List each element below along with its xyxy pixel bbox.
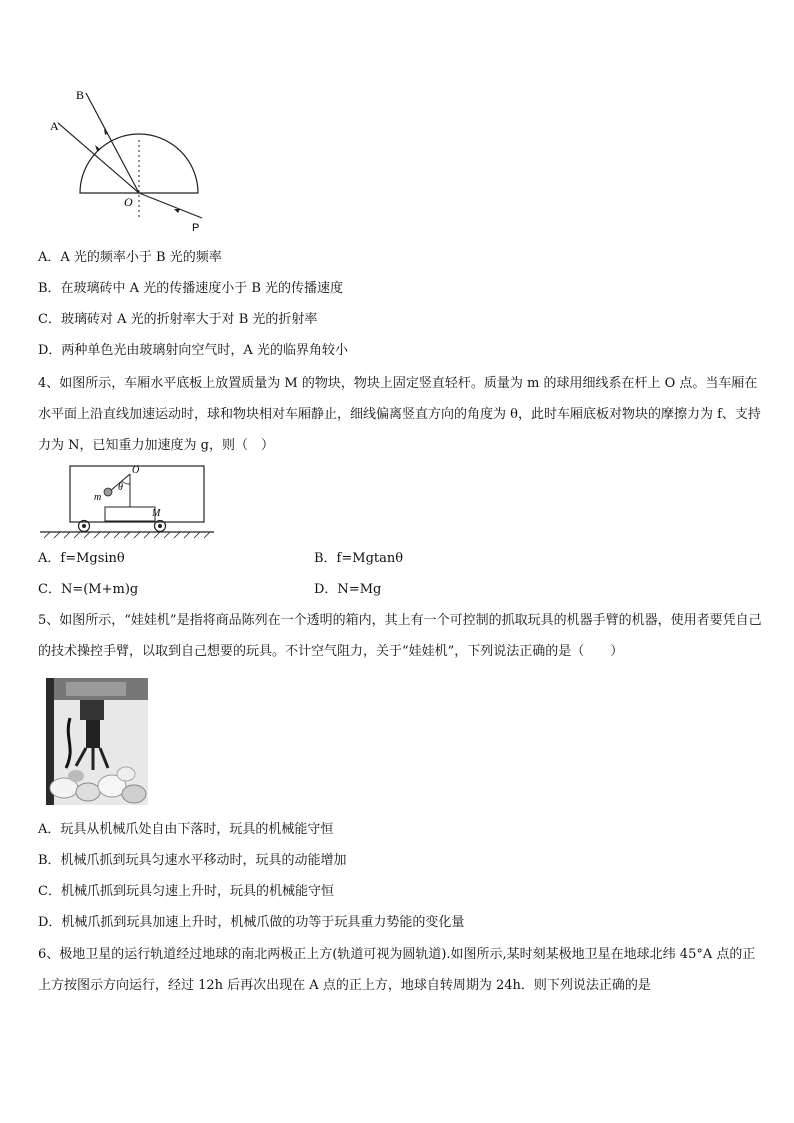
label-o: O — [124, 195, 133, 209]
train-car-figure — [40, 462, 220, 544]
label-o: O — [132, 465, 140, 476]
q5-text: 5、如图所示，“娃娃机”是指将商品陈列在一个透明的箱内，其上有一个可控制的抓取玩具的机器手臂的机器，使用者要凭自己的技术操控手臂，以取到自己想要的玩具。不计空气阻力，关于“娃娃机”，下列说法正确的是（ ） — [38, 613, 762, 659]
q5-option-d: D．机械爪抓到玩具加速上升时，机械爪做的功等于玩具重力势能的变化量 — [38, 915, 465, 930]
label-M: M — [152, 508, 161, 519]
label-theta: θ — [118, 482, 123, 493]
q5-option-a: A．玩具从机械爪处自由下落时，玩具的机械能守恒 — [38, 822, 334, 837]
q3-option-d: D．两种单色光由玻璃射向空气时，A 光的临界角较小 — [38, 343, 348, 358]
label-p: P — [192, 222, 200, 234]
q5-option-c: C．机械爪抓到玩具匀速上升时，玩具的机械能守恒 — [38, 884, 334, 899]
label-b: B — [76, 88, 85, 102]
semicircle-refraction-figure — [40, 85, 220, 235]
q6-text: 6、极地卫星的运行轨道经过地球的南北两极正上方(轨道可视为圆轨道).如图所示,某时刻某极地卫星在地球北纬 45°A 点的正上方按图示方向运行，经过 12h 后再次出现在 A 点的正上方，地球自转周期为 24h．则下列说法正确的是 — [38, 947, 756, 993]
q3-option-b: B．在玻璃砖中 A 光的传播速度小于 B 光的传播速度 — [38, 281, 344, 296]
label-m: m — [94, 492, 102, 503]
claw-machine-photo — [46, 678, 148, 805]
q5-option-b: B．机械爪抓到玩具匀速水平移动时，玩具的动能增加 — [38, 853, 347, 868]
q4-option-a: A．f=Mgsinθ — [38, 551, 125, 566]
q4-option-b: B．f=Mgtanθ — [314, 551, 404, 566]
q4-option-d: D．N=Mg — [314, 582, 382, 597]
q3-option-a: A．A 光的频率小于 B 光的频率 — [38, 250, 222, 265]
label-a: A — [50, 119, 59, 133]
q4-option-c: C．N=(M+m)g — [38, 582, 139, 597]
q4-text: 4、如图所示，车厢水平底板上放置质量为 M 的物块，物块上固定竖直轻杆。质量为 m 的球用细线系在杆上 O 点。当车厢在水平面上沿直线加速运动时，球和物块相对车厢静止，细线偏离竖直方向的角度为 θ，此时车厢底板对物块的摩擦力为 f、支持力为 N，已知重力加速度为 g，则（ ） — [38, 376, 761, 453]
q3-option-c: C．玻璃砖对 A 光的折射率大于对 B 光的折射率 — [38, 312, 318, 327]
